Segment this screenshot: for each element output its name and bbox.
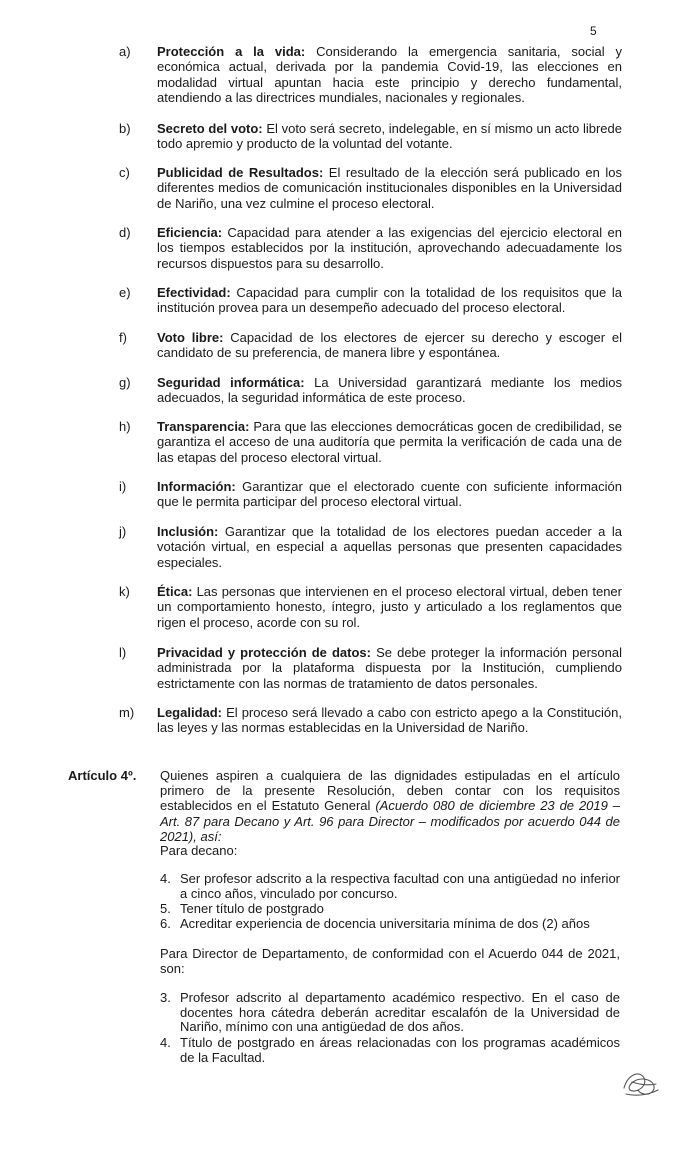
principle-term: Publicidad de Resultados: [157,165,324,180]
requirement-item [160,872,620,902]
principle-letter: e) [119,285,131,300]
principle-item [120,285,620,317]
principle-body [157,165,622,211]
principle-body [157,645,622,691]
principle-term: Ética: [157,584,193,599]
principle-body [157,419,622,465]
principle-body [157,705,622,736]
page-number: 5 [590,24,597,38]
principle-item [120,524,620,571]
principle-text: Se debe proteger la información personal administrada por la plataforma dispuesta por la Institución, cumpliendo estrictamente con las normas de tratamiento de datos personales. [157,645,622,691]
requirement-text: Profesor adscrito al departamento académico respectivo. En el caso de docentes hora cátedra deberán acreditar escalafón de la Universidad de Nariño, mínimo con una antigüedad de dos años. [180,990,620,1035]
principle-letter: l) [119,645,127,660]
requirement-number: 3. [160,990,171,1005]
requirement-item [160,902,620,917]
principle-letter: i) [119,479,127,494]
principle-text: Las personas que intervienen en el proceso electoral virtual, deben tener un comportamiento honesto, íntegro, justo y articulado a los reglamentos que rigen el proceso, acorde con su rol. [157,584,622,630]
requirement-number: 4. [160,1035,171,1050]
article-label: Artículo 4º. [68,768,137,783]
requirement-number: 4. [160,871,171,886]
principle-letter: m) [119,705,135,720]
principle-letter: g) [119,375,131,390]
principle-item [120,330,620,362]
principle-body [157,479,622,510]
principle-letter: d) [119,225,131,240]
director-heading: Para Director de Departamento, de conformidad con el Acuerdo 044 de 2021, son: [160,946,620,977]
principle-item [120,225,620,272]
article-reference: (Acuerdo 080 de diciembre 23 de 2019 – Art. 87 para Decano y Art. 96 para Director – modificados por acuerdo 044 de 2021), así: [160,798,620,844]
principle-letter: k) [119,584,130,599]
principle-term: Transparencia: [157,419,250,434]
principle-term: Efectividad: [157,285,231,300]
principle-text: Para que las elecciones democráticas gocen de credibilidad, se garantiza el acceso de una auditoría que permita la verificación de cada una de las etapas del proceso electoral virtual. [157,419,622,465]
principle-text: Considerando la emergencia sanitaria, social y económica actual, derivada por la pandemia Covid-19, las elecciones en modalidad virtual apuntan hacia este principio y derecho fundamental, atendiendo a las directrices mundiales, nacionales y regionales. [157,44,623,106]
principle-body [157,225,622,271]
principle-text: Capacidad para atender a las exigencias del ejercicio electoral en los tiempos establecidos por la institución, aprovechando adecuadamente los recursos dispuestos para su desarrollo. [157,225,622,271]
principle-text: La Universidad garantizará mediante los medios adecuados, la seguridad informática de este proceso. [157,375,622,406]
principle-item [120,645,620,692]
requirement-number: 6. [160,916,171,931]
principle-term: Voto libre: [157,330,224,345]
principle-term: Protección a la vida: [157,44,306,59]
principle-body [157,375,622,406]
principle-letter: h) [119,419,131,434]
principle-term: Legalidad: [157,705,223,720]
principle-item [120,121,620,153]
signature-mark [618,1066,662,1100]
principle-text: Garantizar que el electorado cuente con suficiente información que le permita participar del proceso electoral virtual. [157,479,622,510]
requirement-text: Título de postgrado en áreas relacionadas con los programas académicos de la Facultad. [180,1035,620,1065]
principle-text: El proceso será llevado a cabo con estricto apego a la Constitución, las leyes y las normas establecidas en la Universidad de Nariño. [157,705,622,736]
principle-item [120,479,620,511]
principle-text: Garantizar que la totalidad de los electores puedan acceder a la votación virtual, en especial a aquellas personas que presenten capacidades especiales. [157,524,622,570]
requirement-number: 5. [160,901,171,916]
principle-text: Capacidad de los electores de ejercer su derecho y escoger el candidato de su preferencia, de manera libre y espontánea. [157,330,622,361]
principle-term: Información: [157,479,236,494]
principle-item [120,375,620,407]
requirement-text: Ser profesor adscrito a la respectiva facultad con una antigüedad no inferior a cinco años, vinculado por concurso. [180,871,620,901]
article-body: Quienes aspiren a cualquiera de las dignidades estipuladas en el artículo primero de la presente Resolución, deben contar con los requisitos establecidos en el Estatuto General [160,768,620,814]
requirement-item [160,917,620,932]
decano-heading: Para decano: [160,843,238,858]
principle-letter: b) [119,121,131,136]
principle-body [157,584,622,630]
principle-term: Eficiencia: [157,225,223,240]
principle-term: Inclusión: [157,524,219,539]
requirement-text: Acreditar experiencia de docencia universitaria mínima de dos (2) años [180,916,590,931]
principle-term: Secreto del voto: [157,121,263,136]
principle-item [120,584,620,631]
principle-item [119,44,623,106]
principle-item [120,165,620,212]
principle-text: El voto será secreto, indelegable, en sí mismo un acto librede todo apremio y producto de la voluntad del votante. [157,121,622,152]
principle-text: Capacidad para cumplir con la totalidad de los requisitos que la institución provea para un desempeño adecuado del proceso electoral. [157,285,622,316]
principle-body [157,330,622,361]
principle-text: El resultado de la elección será publicado en los diferentes medios de comunicación institucionales disponibles en la Universidad de Nariño, una vez culmine el proceso electoral. [157,165,622,211]
principle-body [157,285,622,316]
principle-term: Privacidad y protección de datos: [157,645,371,660]
principle-body [157,121,622,152]
principle-letter: j) [119,524,127,539]
requirement-item [160,991,620,1037]
principle-letter: f) [119,330,127,345]
principle-body [157,524,622,570]
requirement-item [160,1036,620,1066]
requirement-text: Tener título de postgrado [180,901,324,916]
principle-item [120,419,620,466]
principle-letter: a) [119,44,131,59]
principle-letter: c) [119,165,130,180]
principle-item [120,705,620,737]
article-text [160,768,620,844]
principle-body [157,44,622,106]
principle-term: Seguridad informática: [157,375,305,390]
